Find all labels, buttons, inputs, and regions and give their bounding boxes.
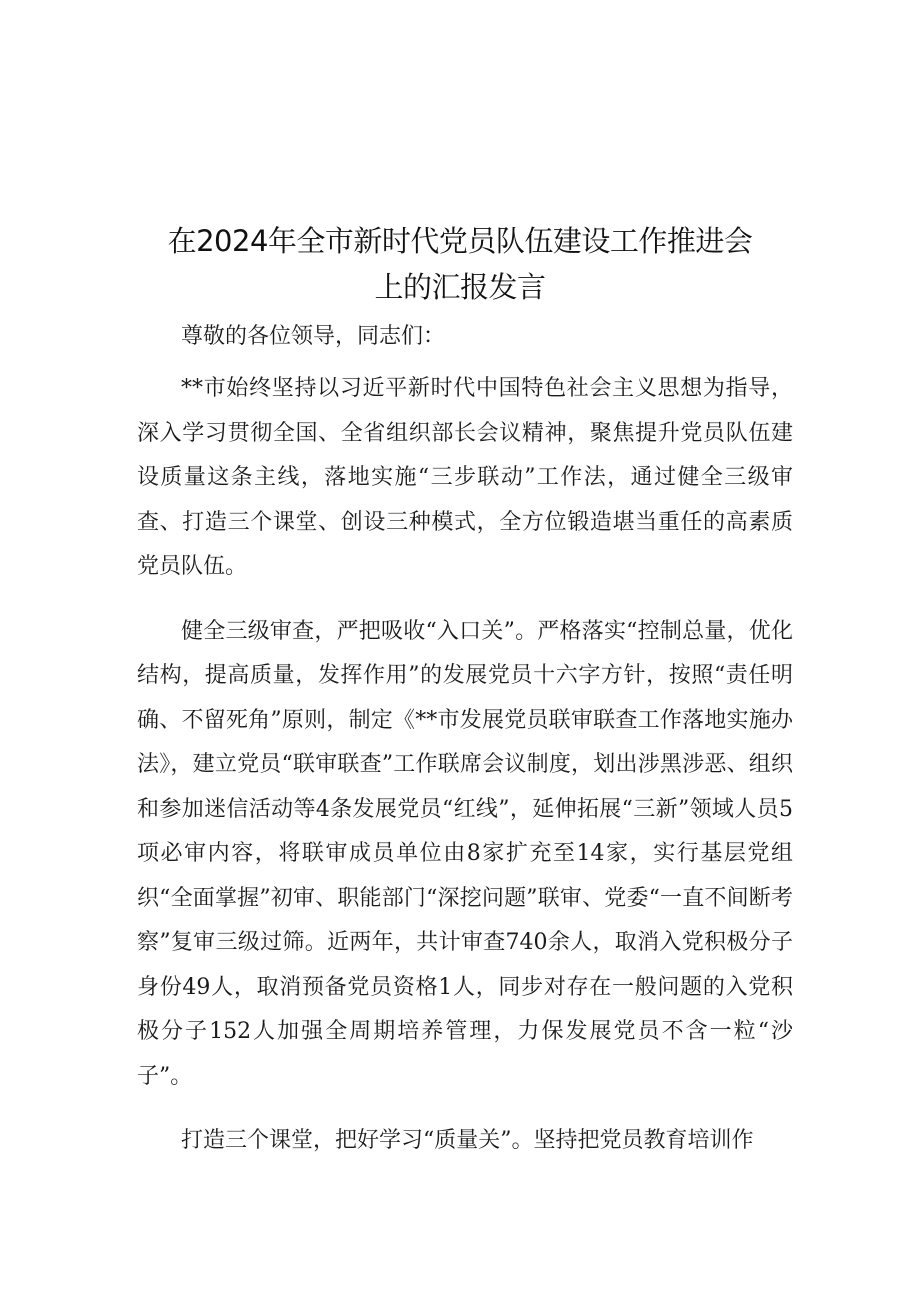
title-line-1: 在2024年全市新时代党员队伍建设工作推进会 bbox=[167, 224, 753, 258]
salutation: 尊敬的各位领导，同志们： bbox=[181, 324, 446, 349]
paragraph-review: 健全三级审查，严把吸收“入口关”。严格落实“控制总量，优化结构，提高质量，发挥作用”的发展党员十六字方针，按照“责任明确、不留死角”原则，制定《**市发展党员联审联查工作落地实施办法》，建立党员“联审联查”工作联席会议制度，划出涉黑涉恶、组织和参加迷信活动等4条发展党员“红线”，延伸拓展“三新”领域人员5项必审内容，将联审成员单位由8家扩充至14家，实行基层党组织“全面掌握”初审、职能部门“深挖问题”联审、党委“一直不间断考察”复审三级过筛。近两年，共计审查740余人，取消入党积极分子身份49人，取消预备党员资格1人，同步对存在一般问题的入党积极分子152人加强全周期培养管理，力保发展党员不含一粒“沙子”。 bbox=[137, 618, 793, 1089]
title-line-2: 上的汇报发言 bbox=[374, 270, 546, 304]
paragraph-intro: **市始终坚持以习近平新时代中国特色社会主义思想为指导，深入学习贯彻全国、全省组织部长会议精神，聚焦提升党员队伍建设质量这条主线，落地实施“三步联动”工作法，通过健全三级审查、打造三个课堂、创设三种模式，全方位锻造堪当重任的高素质党员队伍。 bbox=[137, 376, 793, 579]
document-body bbox=[137, 315, 793, 1164]
paragraph-classroom: 打造三个课堂，把好学习“质量关”。坚持把党员教育培训作 bbox=[181, 1128, 754, 1153]
document-title bbox=[120, 218, 800, 310]
